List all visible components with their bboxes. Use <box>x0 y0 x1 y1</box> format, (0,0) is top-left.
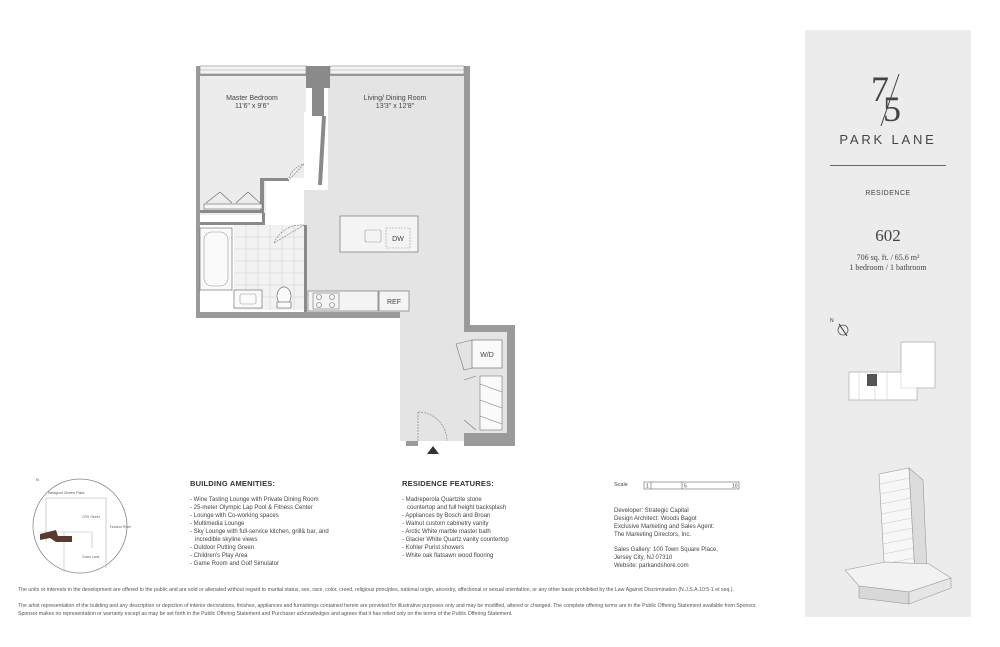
building-rendering <box>839 462 959 612</box>
legal-disclaimer-2: The artist representation of the building and any description or depiction of interior decorations, finishes, appliances and furnishings contained herein are provided for illustrative purposes only and may be modified, altered or changed. The complete offering terms are in the Public Offering Statement available from Sponsor. Sponsor makes no representation or warranty except as may be set forth in the Public Offering Statement and Purchaser acknowledges and agrees that it has relied only on the terms of the Public Offering Statement. <box>18 603 757 617</box>
living-dims: 13'3" x 12'8" <box>375 103 415 110</box>
divider <box>830 165 946 166</box>
svg-text:N: N <box>830 318 834 324</box>
list-item: - Madreperola Quartzite stone <box>402 497 482 503</box>
location-map <box>26 472 136 582</box>
dishwasher-label: DW <box>392 236 404 243</box>
list-item: - Appliances by Bosch and Broan <box>402 513 491 519</box>
map-north-label: N <box>36 477 39 482</box>
list-item: - 25-meter Olympic Lap Pool & Fitness Center <box>190 505 313 511</box>
list-item: incredible skyline views <box>190 537 258 543</box>
list-item: - Game Room and Golf Simulator <box>190 561 280 567</box>
features-title: RESIDENCE FEATURES: <box>402 479 495 488</box>
list-item: - Arctic White marble master bath <box>402 529 491 535</box>
scale-mark: 1 <box>646 483 649 490</box>
scale-label: Scale <box>614 482 628 488</box>
refrigerator-label: REF <box>387 299 401 306</box>
legal-disclaimer-1: The units or interests in the development are offered to the public and are sold or alienated without regard to marital status, sex, race, color, creed, religious principles, national origin, ancestry, affectional or sexual orientation, or any other basis prohibited by the Law Against Discrimination (N.J.S.A.10:5-1 et seq.). <box>18 587 734 593</box>
developer-info <box>614 507 714 539</box>
list-item: - Kohler Purist showers <box>402 545 465 551</box>
list-item: - Children's Play Area <box>190 553 248 559</box>
list-item: - Lounge with Co-working spaces <box>190 513 279 519</box>
map-street-label: CRS Street <box>82 515 100 519</box>
developer-line: Exclusive Marketing and Sales Agent: <box>614 524 715 530</box>
sales-line[interactable]: Website: parkandshore.com <box>614 563 689 569</box>
floor-plan <box>180 60 530 460</box>
logo-digit-top: 7 <box>871 69 889 109</box>
list-item: countertop and full height backsplash <box>402 505 507 511</box>
living-label: Living/ Dining Room <box>363 95 427 102</box>
entry-arrow-icon <box>427 446 439 454</box>
info-panel <box>805 30 971 617</box>
list-item: - Wine Tasting Lounge with Private Dining Room <box>190 497 319 503</box>
brand-name: PARK LANE <box>839 132 937 147</box>
list-item: - Glacier White Quartz vanity countertop <box>402 537 509 543</box>
unit-layout: 1 bedroom / 1 bathroom <box>849 263 927 272</box>
sales-line: Jersey City, NJ 07310 <box>614 555 673 561</box>
list-item: - Walnut custom cabinetry vanity <box>402 521 489 527</box>
list-item: - Sky Lounge with full-service kitchen, grill& bar, and <box>190 529 329 535</box>
bathtub <box>200 228 232 290</box>
bedroom-label: Master Bedroom <box>226 95 278 102</box>
kitchen-island <box>340 216 418 252</box>
windows <box>200 66 464 74</box>
developer-line: The Marketing Directors, Inc. <box>614 532 692 538</box>
map-lane-label: Gram Lane <box>82 555 100 559</box>
list-item: - Outdoor Putting Green <box>190 545 255 551</box>
unit-area: 706 sq. ft. / 65.6 m² <box>856 253 920 262</box>
sales-line: Sales Gallery: 100 Town Square Place, <box>614 547 718 553</box>
bedroom-dims: 11'6" x 9'6" <box>235 103 269 110</box>
features-list <box>402 496 509 560</box>
key-plan <box>845 336 945 406</box>
list-item: - Multimedia Lounge <box>190 521 245 527</box>
scale-mark: 5 <box>684 483 687 490</box>
sales-info <box>614 546 718 570</box>
developer-line: Design Architect: Woods Bagot <box>614 516 697 522</box>
toilet <box>277 287 291 308</box>
residence-label: RESIDENCE <box>865 190 911 197</box>
amenities-title: BUILDING AMENITIES: <box>190 479 276 488</box>
unit-number: 602 <box>875 226 901 245</box>
amenities-list <box>190 496 329 568</box>
list-item: - White oak flatsawn wood flooring <box>402 553 494 559</box>
washer-dryer-label: W/D <box>480 352 494 359</box>
map-park-label: Newport Green Park <box>48 490 85 495</box>
map-river-label: Hudson River <box>110 525 132 529</box>
vanity <box>234 290 262 308</box>
logo-digit-bottom: 5 <box>883 89 901 129</box>
developer-line: Developer: Strategic Capital <box>614 508 689 514</box>
unit-highlight <box>867 374 877 386</box>
scale-mark: 10 <box>732 483 738 490</box>
scale-bar <box>642 480 742 492</box>
